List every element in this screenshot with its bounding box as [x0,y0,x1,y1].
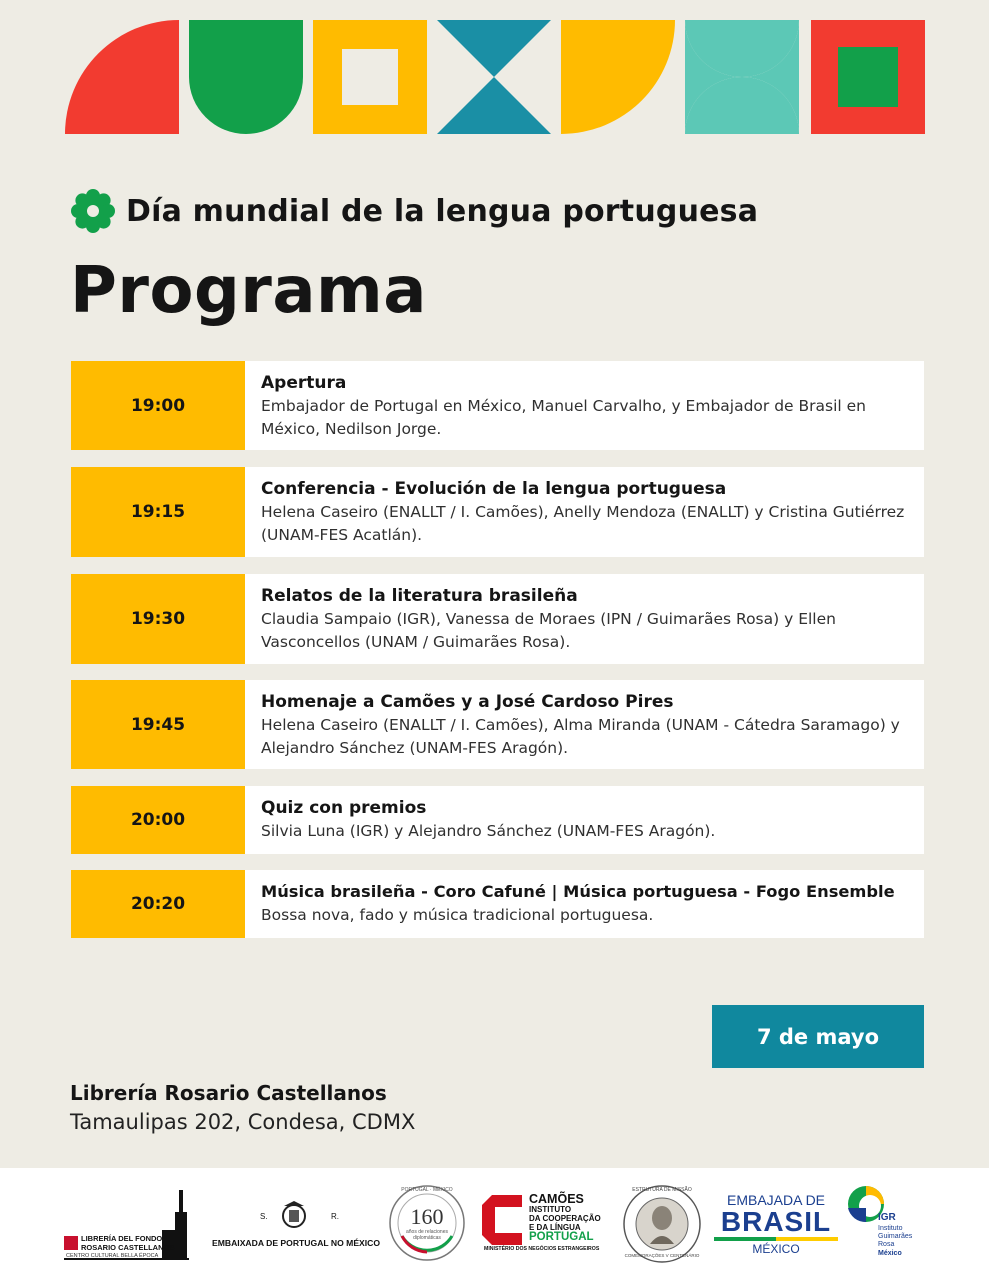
estrutura-bottom-text: COMEMORAÇÕES V CENTENÁRIO [624,1253,700,1258]
program-title: Homenaje a Camões y a José Cardoso Pires [261,692,674,712]
fondo-line3: CENTRO CULTURAL BELLA ÉPOCA [66,1253,159,1259]
igr-abbr: IGR [878,1212,896,1223]
igr-line3: Rosa [878,1241,895,1248]
program-time: 20:20 [71,870,245,938]
camoes-line1: CAMÕES [529,1192,584,1206]
program-description: Silvia Luna (IGR) y Alejandro Sánchez (UNAM-FES Aragón). [261,822,716,840]
camoes-line2: INSTITUTO [529,1205,572,1214]
brasil-line3: MÉXICO [752,1242,800,1256]
red-green-square-shape [811,20,925,134]
camoes-portrait-seal-icon [622,1184,702,1264]
venue-name: Librería Rosario Castellanos [70,1081,387,1105]
program-time: 20:00 [71,786,245,854]
program-title: Relatos de la literatura brasileña [261,586,578,606]
program-content [245,680,924,769]
camoes-line5: PORTUGAL [529,1231,594,1243]
igr-line1: Instituto [878,1225,903,1232]
embajada-brasil-logo [712,1190,840,1256]
camoes-line6: MINISTÉRIO DOS NEGÓCIOS ESTRANGEIROS [484,1246,600,1252]
estrutura-top-text: ESTRUTURA DE MISSÃO [632,1187,692,1193]
red-quarter-circle-shape [65,20,179,134]
embaixada-r-label: R. [331,1212,339,1221]
portuguese-coat-of-arms-icon [276,1200,312,1232]
program-description: Helena Caseiro (ENALLT / I. Camões), Anelly Mendoza (ENALLT) y Cristina Gutiérrez (UNAM-FES Acatlán). [261,503,905,544]
brasil-line2: BRASIL [720,1206,832,1237]
fondo-line2: ROSARIO CASTELLANOS [81,1243,175,1252]
igr-logo [846,1184,926,1266]
mint-double-arc-shape [685,20,799,134]
page-title: Programa [70,254,427,328]
embaixada-portugal-logo [212,1198,384,1258]
program-content [245,786,715,854]
yellow-half-circle-shape [561,20,675,134]
event-subtitle: Día mundial de la lengua portuguesa [126,193,759,229]
anniversary-160-logo [388,1184,466,1262]
fondo-line1: LIBRERÍA DEL FONDO [81,1234,163,1243]
sponsor-logos-footer [0,1168,989,1280]
yellow-square-frame-shape [313,20,427,134]
program-row [71,786,924,854]
anniversary-line1: años de relaciones [406,1229,448,1235]
embaixada-s-label: S. [260,1212,268,1221]
anniversary-ring-text: PORTUGAL · MÉXICO [401,1187,453,1193]
teal-hourglass-shape [437,20,551,134]
subtitle-row [70,188,758,234]
anniversary-line2: diplomáticas [413,1235,441,1241]
program-title: Música brasileña - Coro Cafuné | Música portuguesa - Fogo Ensemble [261,882,895,901]
event-date-badge: 7 de mayo [712,1005,924,1068]
green-rounded-shape [189,20,303,134]
program-time: 19:45 [71,680,245,769]
igr-line2: Guimarães [878,1233,913,1240]
venue-address: Tamaulipas 202, Condesa, CDMX [70,1110,416,1134]
igr-line4: México [878,1250,902,1257]
program-row [71,574,924,664]
program-time: 19:00 [71,361,245,450]
program-content [245,361,924,450]
program-title: Apertura [261,373,347,393]
camoes-line4: E DA LÍNGUA [529,1223,581,1232]
program-row [71,680,924,769]
program-content [245,467,924,557]
program-description: Claudia Sampaio (IGR), Vanessa de Moraes (IPN / Guimarães Rosa) y Ellen Vasconcellos (UNAM / Guimarães Rosa). [261,610,836,651]
program-description: Bossa nova, fado y música tradicional portuguesa. [261,906,654,924]
libreria-fondo-logo [64,1186,199,1266]
program-content [245,574,924,664]
camoes-c-icon [482,1195,522,1245]
program-time: 19:15 [71,467,245,557]
flower-icon [70,188,116,234]
decorative-shapes-banner [65,20,925,134]
embaixada-name: EMBAIXADA DE PORTUGAL NO MÉXICO [212,1238,381,1248]
program-description: Embajador de Portugal en México, Manuel Carvalho, y Embajador de Brasil en México, Nedilson Jorge. [261,397,866,438]
camoes-instituto-logo [482,1192,612,1256]
program-description: Helena Caseiro (ENALLT / I. Camões), Alma Miranda (UNAM - Cátedra Saramago) y Alejandro Sánchez (UNAM-FES Aragón). [261,716,900,757]
anniversary-number: 160 [410,1204,444,1229]
camoes-line3: DA COOPERAÇÃO [529,1214,601,1223]
brasil-line1: EMBAJADA DE [726,1192,826,1208]
program-time: 19:30 [71,574,245,664]
program-row [71,361,924,450]
program-title: Conferencia - Evolución de la lengua portuguesa [261,479,727,499]
program-title: Quiz con premios [261,798,427,818]
program-row [71,467,924,557]
program-content [245,870,895,938]
estrutura-missao-logo [622,1184,702,1264]
program-row [71,870,924,938]
brasil-flag-stripe [714,1237,838,1241]
